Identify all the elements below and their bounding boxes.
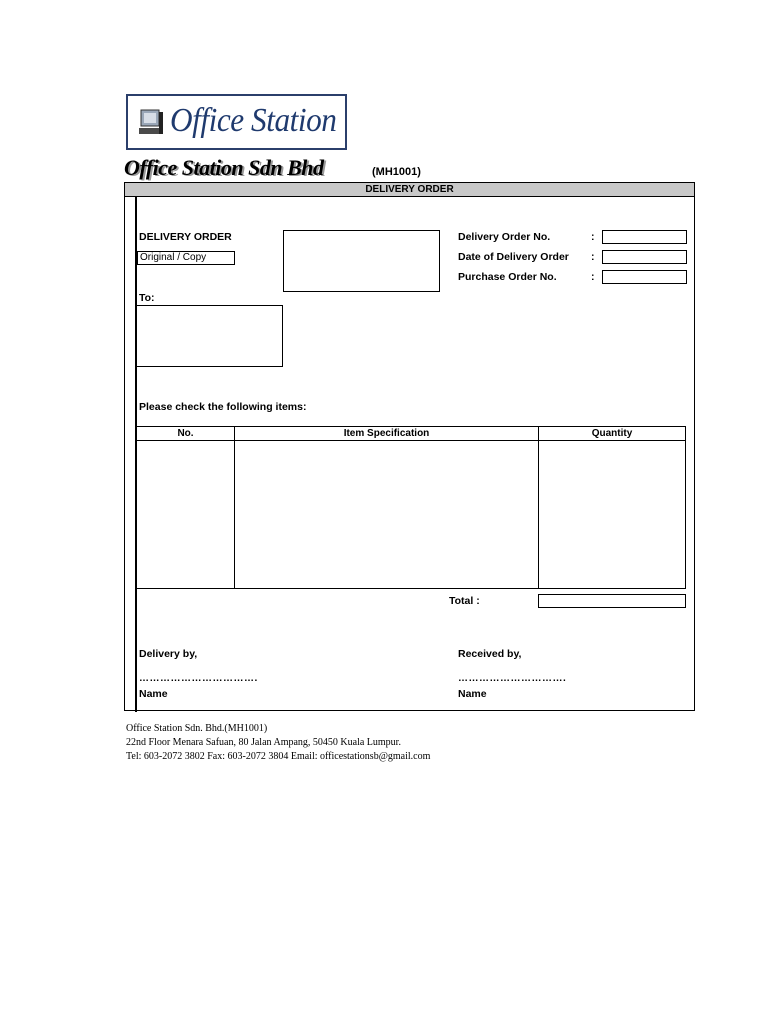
no-cell[interactable] xyxy=(137,441,234,588)
total-input[interactable] xyxy=(538,594,686,608)
footer-address: 22nd Floor Menara Safuan, 80 Jalan Ampang, 50450 Kuala Lumpur. xyxy=(126,737,401,748)
computer-icon xyxy=(138,108,164,138)
company-code: (MH1001) xyxy=(372,166,421,178)
items-table xyxy=(136,426,686,589)
column-header-item-specification: Item Specification xyxy=(343,428,430,439)
purchase-order-no-label: Purchase Order No. xyxy=(458,271,557,283)
delivery-order-no-label: Delivery Order No. xyxy=(458,231,551,243)
received-by-name-label: Name xyxy=(458,688,487,700)
delivery-by-name-label: Name xyxy=(139,688,168,700)
delivery-by-signature-line: ……………………………. xyxy=(139,673,258,684)
form-header: DELIVERY ORDER xyxy=(125,183,694,197)
company-logo xyxy=(126,94,347,150)
to-label: To: xyxy=(139,292,155,304)
item-specification-cell[interactable] xyxy=(235,441,538,588)
column-header-no: No. xyxy=(177,428,194,439)
delivery-date-input[interactable] xyxy=(602,250,687,264)
delivery-date-label: Date of Delivery Order xyxy=(458,251,569,263)
original-copy-field[interactable]: Original / Copy xyxy=(137,251,235,265)
received-by-label: Received by, xyxy=(458,648,522,660)
purchase-order-no-input[interactable] xyxy=(602,270,687,284)
received-by-signature-line: …………………………. xyxy=(458,673,567,684)
quantity-cell[interactable] xyxy=(539,441,685,588)
to-address-box[interactable] xyxy=(136,305,283,367)
column-header-quantity: Quantity xyxy=(591,428,633,439)
delivery-order-no-input[interactable] xyxy=(602,230,687,244)
company-name: Office Station Sdn Bhd xyxy=(124,155,324,180)
check-items-label: Please check the following items: xyxy=(139,401,307,413)
total-label: Total : xyxy=(449,595,480,607)
colon: : xyxy=(591,231,595,243)
colon: : xyxy=(591,251,595,263)
doc-type-label: DELIVERY ORDER xyxy=(139,231,232,243)
notes-box[interactable] xyxy=(283,230,440,292)
footer-contact: Tel: 603-2072 3802 Fax: 603-2072 3804 Email: officestationsb@gmail.com xyxy=(126,751,431,762)
delivery-by-label: Delivery by, xyxy=(139,648,198,660)
colon: : xyxy=(591,271,595,283)
footer-company: Office Station Sdn. Bhd.(MH1001) xyxy=(126,723,268,734)
logo-text: Office Station xyxy=(170,102,337,139)
delivery-order-form xyxy=(124,182,695,711)
